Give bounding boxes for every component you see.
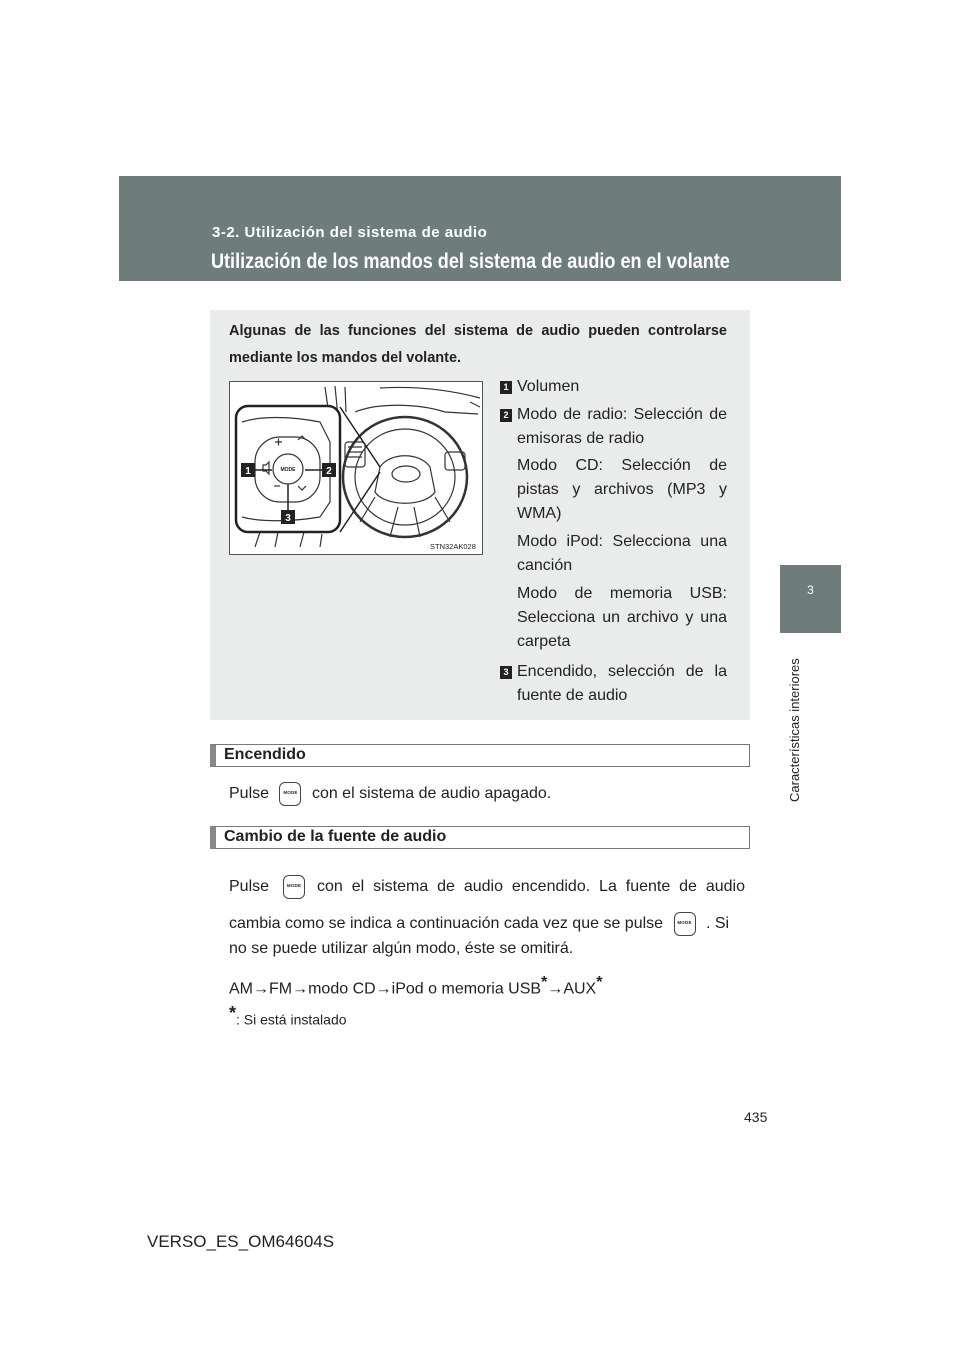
legend-text: Modo de radio: Selección de emisoras de radio (517, 406, 727, 447)
legend-item-3 (500, 660, 727, 708)
callout-1: 1 (245, 466, 251, 477)
callout-3: 3 (285, 513, 291, 524)
page-title: Utilización de los mandos del sistema de audio en el volante (211, 250, 730, 273)
callout-2: 2 (326, 466, 332, 477)
footnote (229, 1003, 347, 1028)
legend-text: Modo CD: Selección de pistas y archivos (MP3 y WMA) (517, 457, 727, 522)
info-intro: Algunas de las funciones del sistema de audio pueden controlarse mediante los mandos del volante. (229, 323, 727, 366)
mode-label: MODE (280, 467, 296, 473)
figure-code: STN32AK028 (430, 542, 476, 551)
footnote-mark: * (541, 974, 548, 991)
legend-number: 3 (500, 666, 512, 679)
sequence-text: →AUX (547, 980, 597, 998)
legend-text: Encendido, selección de la fuente de audio (517, 663, 727, 704)
legend-item-1 (500, 375, 727, 399)
legend-text: Modo de memoria USB: Selecciona un archivo y una carpeta (517, 585, 727, 650)
mode-icon-label: MODE (286, 883, 302, 888)
cambio-line-3: no se puede utilizar algún modo, éste se omitirá. (229, 940, 574, 957)
heading-encendido: Encendido (210, 744, 750, 767)
mode-button-icon (283, 875, 305, 899)
document-code: VERSO_ES_OM64604S (147, 1232, 335, 1251)
footnote-mark: * (229, 1003, 237, 1023)
text-fragment: cambia como se indica a continuación cada vez que se pulse (229, 915, 664, 933)
sequence-text: AM→FM→modo CD→iPod o memoria USB (229, 980, 542, 998)
encendido-text (229, 782, 551, 806)
footnote-mark: * (596, 974, 603, 991)
text-fragment: Pulse (229, 878, 270, 895)
heading-cambio-fuente: Cambio de la fuente de audio (210, 826, 750, 849)
footnote-text: : Si está instalado (236, 1011, 347, 1028)
legend-item-2 (500, 403, 727, 654)
text-fragment: Pulse (229, 785, 270, 803)
source-sequence (229, 974, 602, 998)
steering-wheel-figure (229, 381, 483, 555)
page-number: 435 (744, 1109, 768, 1125)
legend-text: Volumen (517, 378, 580, 395)
text-fragment: con el sistema de audio apagado. (311, 785, 552, 803)
legend (500, 375, 727, 708)
steering-wheel-illustration (230, 382, 482, 554)
legend-number: 1 (500, 381, 512, 394)
legend-text: Modo iPod: Selecciona una canción (517, 533, 727, 574)
chapter-title: Características interiores (787, 658, 802, 802)
mode-icon-label: MODE (283, 790, 298, 795)
chapter-tab (780, 565, 841, 633)
section-label: 3-2. Utilización del sistema de audio (212, 224, 488, 241)
mode-icon-label: MODE (677, 920, 692, 925)
chapter-number: 3 (807, 583, 814, 597)
text-fragment: . Si (705, 915, 730, 933)
cambio-line-1 (229, 875, 745, 899)
mode-button-icon (674, 912, 696, 936)
legend-number: 2 (500, 409, 512, 422)
cambio-line-2 (229, 912, 729, 936)
text-fragment: con el sistema de audio encendido. La fuente de audio (317, 878, 745, 895)
mode-button-icon (279, 782, 301, 806)
